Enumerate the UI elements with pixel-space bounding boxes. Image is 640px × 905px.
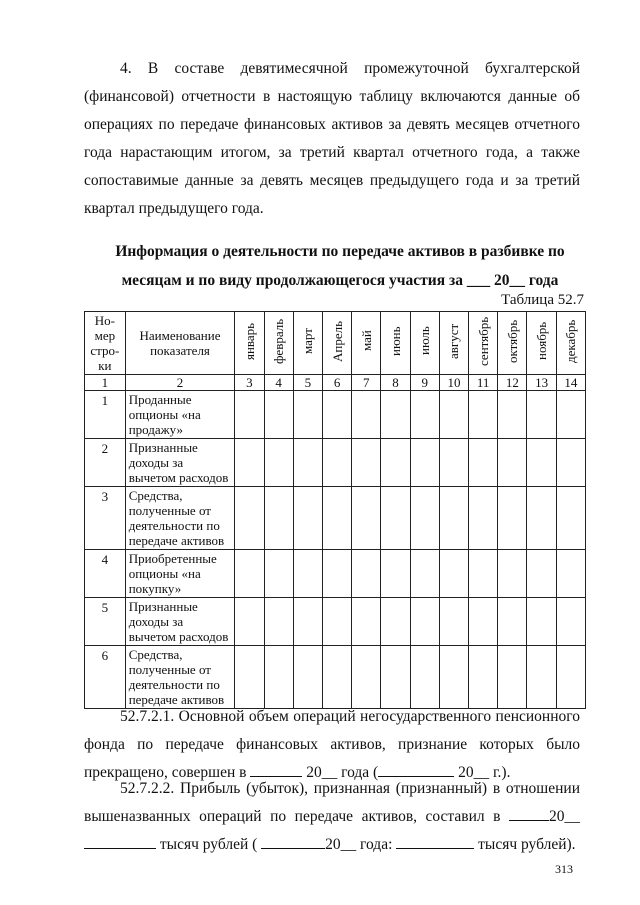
month-label: ноябрь <box>534 321 550 361</box>
data-cell <box>527 646 556 709</box>
table-row <box>85 646 586 709</box>
data-cell <box>498 391 527 439</box>
data-cell <box>527 598 556 646</box>
row-number: 4 <box>85 550 126 598</box>
data-cell <box>439 646 468 709</box>
header-row-number: Но-мер стро-ки <box>85 312 126 375</box>
row-indicator: Признанные доходы за вычетом расходов <box>125 439 235 487</box>
data-cell <box>235 550 264 598</box>
data-cell <box>322 646 351 709</box>
para2-text-b: 20__ года ( <box>306 764 379 781</box>
data-cell <box>410 646 439 709</box>
data-cell <box>439 550 468 598</box>
data-cell <box>410 391 439 439</box>
header-month <box>352 312 381 375</box>
column-index: 12 <box>498 375 527 391</box>
data-cell <box>293 550 322 598</box>
data-cell <box>469 646 498 709</box>
data-cell <box>235 391 264 439</box>
data-cell <box>235 598 264 646</box>
data-cell <box>527 487 556 550</box>
month-label: февраль <box>271 318 287 364</box>
table-row <box>85 439 586 487</box>
data-cell <box>556 550 585 598</box>
column-index: 7 <box>352 375 381 391</box>
column-index: 13 <box>527 375 556 391</box>
row-indicator: Проданные опционы «на продажу» <box>125 391 235 439</box>
header-month <box>527 312 556 375</box>
data-cell <box>352 487 381 550</box>
month-label: декабрь <box>563 319 579 363</box>
month-label: Апрель <box>329 320 345 362</box>
column-index: 2 <box>125 375 235 391</box>
header-month <box>264 312 293 375</box>
row-number: 3 <box>85 487 126 550</box>
para3-text-d: 20__ года: <box>325 836 393 853</box>
data-cell <box>235 439 264 487</box>
data-cell <box>322 487 351 550</box>
header-indicator-name: Наименование показателя <box>125 312 235 375</box>
data-cell <box>322 550 351 598</box>
data-cell <box>293 646 322 709</box>
data-cell <box>264 550 293 598</box>
header-month <box>469 312 498 375</box>
row-number: 1 <box>85 391 126 439</box>
data-cell <box>264 598 293 646</box>
data-cell <box>293 598 322 646</box>
data-cell <box>352 646 381 709</box>
table-caption: Таблица 52.7 <box>501 292 584 308</box>
data-cell <box>498 550 527 598</box>
data-cell <box>439 598 468 646</box>
month-label: июль <box>417 326 433 356</box>
data-cell <box>527 550 556 598</box>
data-cell <box>322 598 351 646</box>
data-cell <box>264 391 293 439</box>
data-cell <box>352 391 381 439</box>
data-cell <box>381 550 410 598</box>
column-index: 1 <box>85 375 126 391</box>
data-cell <box>439 439 468 487</box>
paragraph-52-7-2-2 <box>84 775 580 859</box>
para3-text-b: 20__ <box>549 808 580 825</box>
column-index: 8 <box>381 375 410 391</box>
data-cell <box>381 646 410 709</box>
row-number: 5 <box>85 598 126 646</box>
month-label: август <box>446 323 462 359</box>
data-cell <box>293 391 322 439</box>
month-label: сентябрь <box>475 316 491 366</box>
data-cell <box>235 646 264 709</box>
row-indicator: Средства, полученные от деятельности по передаче активов <box>125 487 235 550</box>
data-cell <box>527 439 556 487</box>
table-row <box>85 391 586 439</box>
data-cell <box>235 487 264 550</box>
data-cell <box>410 550 439 598</box>
data-cell <box>293 439 322 487</box>
data-cell <box>381 391 410 439</box>
column-index: 11 <box>469 375 498 391</box>
column-index: 10 <box>439 375 468 391</box>
column-index: 4 <box>264 375 293 391</box>
header-month <box>381 312 410 375</box>
data-cell <box>469 391 498 439</box>
blank-line <box>396 833 474 849</box>
para2-text-c: 20__ г.). <box>458 764 511 781</box>
data-cell <box>469 487 498 550</box>
data-cell <box>498 646 527 709</box>
blank-line <box>261 833 325 849</box>
data-cell <box>469 550 498 598</box>
para3-text-e: тысяч рублей). <box>478 836 576 853</box>
data-cell <box>264 646 293 709</box>
month-label: январь <box>241 322 257 360</box>
blank-line <box>509 805 549 821</box>
header-month <box>322 312 351 375</box>
row-number: 6 <box>85 646 126 709</box>
activity-table <box>84 311 586 709</box>
data-cell <box>527 391 556 439</box>
header-month <box>235 312 264 375</box>
data-cell <box>498 598 527 646</box>
data-cell <box>556 487 585 550</box>
header-month <box>498 312 527 375</box>
heading-line-1: Информация о деятельности по передаче активов в разбивке по <box>115 243 565 260</box>
data-cell <box>498 487 527 550</box>
table-row <box>85 598 586 646</box>
data-cell <box>556 646 585 709</box>
column-index-row <box>85 375 586 391</box>
heading-line-2: месяцам и по виду продолжающегося участия за ___ 20__ года <box>121 272 559 289</box>
data-cell <box>352 598 381 646</box>
column-index: 9 <box>410 375 439 391</box>
data-cell <box>381 487 410 550</box>
column-index: 3 <box>235 375 264 391</box>
month-label: июнь <box>388 326 403 356</box>
data-cell <box>293 487 322 550</box>
data-cell <box>469 439 498 487</box>
data-cell <box>410 487 439 550</box>
data-cell <box>556 391 585 439</box>
data-cell <box>410 439 439 487</box>
blank-line <box>84 833 156 849</box>
table-header-row <box>85 312 586 375</box>
data-cell <box>352 439 381 487</box>
table-heading <box>100 237 580 295</box>
header-month <box>410 312 439 375</box>
data-cell <box>498 439 527 487</box>
header-month <box>293 312 322 375</box>
month-label: октябрь <box>504 319 520 363</box>
month-label: май <box>358 330 374 352</box>
page-number: 313 <box>555 862 573 876</box>
para3-text-a: 52.7.2.2. Прибыль (убыток), признанная (признанный) в отношении вышеназванных операций по передаче активов, составил в <box>84 780 580 825</box>
data-cell <box>352 550 381 598</box>
data-cell <box>381 598 410 646</box>
para2-text-a: 52.7.2.1. Основной объем операций негосударственного пенсионного фонда по передаче финансовых активов, признание которых было прекращено, совершен в <box>84 708 580 781</box>
data-cell <box>264 439 293 487</box>
intro-paragraph: 4. В составе девятимесячной промежуточной бухгалтерской (финансовой) отчетности в настоящую таблицу включаются данные об операциях по передаче финансовых активов за девять месяцев отчетного года нарастающим итогом, за третий квартал отчетного года, а также сопоставимые данные за девять месяцев предыдущего года и за третий квартал предыдущего года. <box>84 60 580 217</box>
data-cell <box>556 439 585 487</box>
header-month <box>556 312 585 375</box>
table-row <box>85 550 586 598</box>
row-indicator: Признанные доходы за вычетом расходов <box>125 598 235 646</box>
row-indicator: Приобретенные опционы «на покупку» <box>125 550 235 598</box>
row-number: 2 <box>85 439 126 487</box>
data-cell <box>556 598 585 646</box>
data-cell <box>322 391 351 439</box>
data-cell <box>264 487 293 550</box>
column-index: 14 <box>556 375 585 391</box>
table-row <box>85 487 586 550</box>
row-indicator: Средства, полученные от деятельности по передаче активов <box>125 646 235 709</box>
data-cell <box>322 439 351 487</box>
data-cell <box>439 391 468 439</box>
column-index: 6 <box>322 375 351 391</box>
para3-text-c: тысяч рублей ( <box>159 836 258 853</box>
data-cell <box>439 487 468 550</box>
data-cell <box>469 598 498 646</box>
header-month <box>439 312 468 375</box>
column-index: 5 <box>293 375 322 391</box>
data-cell <box>410 598 439 646</box>
month-label: март <box>300 328 316 354</box>
data-cell <box>381 439 410 487</box>
